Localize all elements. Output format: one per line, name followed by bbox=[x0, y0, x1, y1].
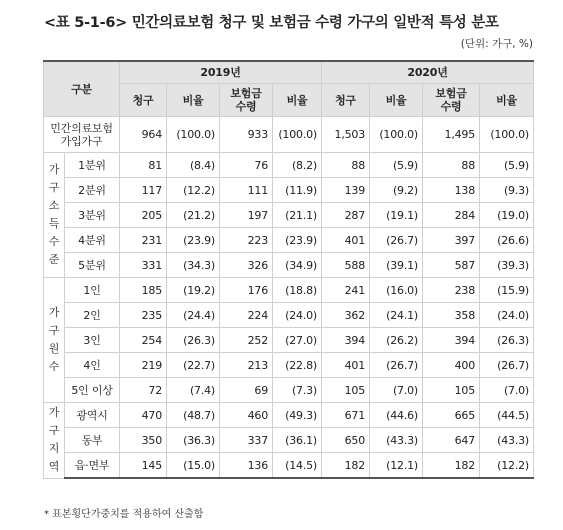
row-label: 읍·면부 bbox=[65, 453, 120, 479]
cell-value: 1,495 bbox=[423, 117, 480, 153]
table-row bbox=[44, 403, 534, 428]
header-col: 비율 bbox=[480, 84, 534, 117]
cell-value: (23.9) bbox=[273, 228, 322, 253]
cell-value: (26.7) bbox=[480, 353, 534, 378]
cell-value: (12.1) bbox=[370, 453, 423, 479]
table-title: <표 5-1-6> 민간의료보험 청구 및 보험금 수령 가구의 일반적 특성 분포 bbox=[44, 15, 499, 31]
header-col: 보험금 수령 bbox=[423, 84, 480, 117]
table-row bbox=[44, 453, 534, 479]
cell-value: (12.2) bbox=[480, 453, 534, 479]
cell-value: (100.0) bbox=[167, 117, 220, 153]
table-row bbox=[44, 253, 534, 278]
group-label-char: 소 bbox=[48, 199, 60, 212]
cell-value: 350 bbox=[120, 428, 167, 453]
cell-value: (8.4) bbox=[167, 153, 220, 178]
header-col: 비율 bbox=[370, 84, 423, 117]
group-label-char: 구 bbox=[48, 324, 60, 337]
cell-value: 213 bbox=[220, 353, 273, 378]
row-label: 1인 bbox=[65, 278, 120, 303]
header-col: 청구 bbox=[120, 84, 167, 117]
cell-value: (21.1) bbox=[273, 203, 322, 228]
group-label-char: 가 bbox=[48, 406, 60, 420]
table-row-total bbox=[44, 117, 534, 153]
cell-value: 72 bbox=[120, 378, 167, 403]
cell-value: (43.3) bbox=[480, 428, 534, 453]
cell-value: 397 bbox=[423, 228, 480, 253]
cell-value: (24.0) bbox=[480, 303, 534, 328]
cell-value: (100.0) bbox=[480, 117, 534, 153]
cell-value: 117 bbox=[120, 178, 167, 203]
cell-value: (5.9) bbox=[480, 153, 534, 178]
cell-value: (9.2) bbox=[370, 178, 423, 203]
cell-value: 235 bbox=[120, 303, 167, 328]
cell-value: 1,503 bbox=[322, 117, 370, 153]
cell-value: 105 bbox=[423, 378, 480, 403]
cell-value: (24.1) bbox=[370, 303, 423, 328]
cell-value: (100.0) bbox=[273, 117, 322, 153]
unit-label: (단위: 가구, %) bbox=[460, 38, 533, 50]
cell-value: (26.7) bbox=[370, 228, 423, 253]
cell-value: (39.3) bbox=[480, 253, 534, 278]
table-body bbox=[44, 117, 534, 479]
cell-value: (26.3) bbox=[167, 328, 220, 353]
cell-value: 182 bbox=[322, 453, 370, 479]
cell-value: (14.5) bbox=[273, 453, 322, 479]
table-row bbox=[44, 428, 534, 453]
row-label: 2인 bbox=[65, 303, 120, 328]
cell-value: 69 bbox=[220, 378, 273, 403]
group-label-char: 수 bbox=[48, 360, 60, 373]
cell-value: 326 bbox=[220, 253, 273, 278]
table-row bbox=[44, 303, 534, 328]
cell-value: (19.0) bbox=[480, 203, 534, 228]
header-col: 보험금 수령 bbox=[220, 84, 273, 117]
cell-value: (36.3) bbox=[167, 428, 220, 453]
cell-value: 88 bbox=[322, 153, 370, 178]
cell-value: (23.9) bbox=[167, 228, 220, 253]
group-label-char: 원 bbox=[48, 342, 60, 355]
row-label: 4분위 bbox=[65, 228, 120, 253]
cell-value: (22.7) bbox=[167, 353, 220, 378]
cell-value: 231 bbox=[120, 228, 167, 253]
cell-value: (22.8) bbox=[273, 353, 322, 378]
cell-value: (26.3) bbox=[480, 328, 534, 353]
group-label bbox=[44, 278, 65, 403]
group-label bbox=[44, 403, 65, 479]
group-label-char: 득 bbox=[48, 217, 60, 230]
cell-value: 284 bbox=[423, 203, 480, 228]
table-row bbox=[44, 353, 534, 378]
cell-value: 238 bbox=[423, 278, 480, 303]
cell-value: 394 bbox=[322, 328, 370, 353]
cell-value: (19.1) bbox=[370, 203, 423, 228]
cell-value: 287 bbox=[322, 203, 370, 228]
table-row bbox=[44, 378, 534, 403]
cell-value: (8.2) bbox=[273, 153, 322, 178]
cell-value: 470 bbox=[120, 403, 167, 428]
cell-value: (39.1) bbox=[370, 253, 423, 278]
cell-value: (11.9) bbox=[273, 178, 322, 203]
footnote: * 표본횡단가중치를 적용하여 산출함 bbox=[44, 509, 204, 520]
cell-value: 197 bbox=[220, 203, 273, 228]
cell-value: 145 bbox=[120, 453, 167, 479]
group-label-char: 구 bbox=[48, 181, 60, 194]
group-label-char: 준 bbox=[48, 253, 60, 266]
cell-value: (48.7) bbox=[167, 403, 220, 428]
cell-value: 665 bbox=[423, 403, 480, 428]
cell-value: 223 bbox=[220, 228, 273, 253]
table-row bbox=[44, 328, 534, 353]
cell-value: 964 bbox=[120, 117, 167, 153]
table-row bbox=[44, 153, 534, 178]
cell-value: 362 bbox=[322, 303, 370, 328]
cell-value: 254 bbox=[120, 328, 167, 353]
cell-value: (27.0) bbox=[273, 328, 322, 353]
cell-value: (21.2) bbox=[167, 203, 220, 228]
cell-value: (7.0) bbox=[480, 378, 534, 403]
table-row bbox=[44, 228, 534, 253]
header-group-label: 구분 bbox=[44, 61, 120, 117]
cell-value: 401 bbox=[322, 353, 370, 378]
group-label bbox=[44, 153, 65, 278]
cell-value: (26.7) bbox=[370, 353, 423, 378]
cell-value: 252 bbox=[220, 328, 273, 353]
cell-value: (7.3) bbox=[273, 378, 322, 403]
row-label: 1분위 bbox=[65, 153, 120, 178]
cell-value: (16.0) bbox=[370, 278, 423, 303]
group-label-char: 지 bbox=[48, 442, 60, 456]
cell-value: 400 bbox=[423, 353, 480, 378]
header-year-2019: 2019년 bbox=[120, 61, 322, 84]
cell-value: (26.6) bbox=[480, 228, 534, 253]
cell-value: (18.8) bbox=[273, 278, 322, 303]
cell-value: 139 bbox=[322, 178, 370, 203]
cell-value: (24.0) bbox=[273, 303, 322, 328]
cell-value: 176 bbox=[220, 278, 273, 303]
cell-value: 460 bbox=[220, 403, 273, 428]
cell-value: 111 bbox=[220, 178, 273, 203]
cell-value: 671 bbox=[322, 403, 370, 428]
group-label-char: 가 bbox=[48, 306, 60, 319]
cell-value: 81 bbox=[120, 153, 167, 178]
row-label: 동부 bbox=[65, 428, 120, 453]
cell-value: 219 bbox=[120, 353, 167, 378]
group-label-char: 구 bbox=[48, 424, 60, 438]
cell-value: (7.4) bbox=[167, 378, 220, 403]
row-label: 광역시 bbox=[65, 403, 120, 428]
cell-value: (44.6) bbox=[370, 403, 423, 428]
cell-value: 138 bbox=[423, 178, 480, 203]
cell-value: 76 bbox=[220, 153, 273, 178]
cell-value: (34.9) bbox=[273, 253, 322, 278]
cell-value: 588 bbox=[322, 253, 370, 278]
row-label: 3분위 bbox=[65, 203, 120, 228]
header-col: 비율 bbox=[167, 84, 220, 117]
cell-value: (26.2) bbox=[370, 328, 423, 353]
table-row bbox=[44, 178, 534, 203]
table-row bbox=[44, 203, 534, 228]
row-label: 5인 이상 bbox=[65, 378, 120, 403]
row-label: 3인 bbox=[65, 328, 120, 353]
data-table bbox=[43, 60, 534, 479]
row-label: 2분위 bbox=[65, 178, 120, 203]
cell-value: (15.0) bbox=[167, 453, 220, 479]
cell-value: (5.9) bbox=[370, 153, 423, 178]
cell-value: 88 bbox=[423, 153, 480, 178]
cell-value: 205 bbox=[120, 203, 167, 228]
cell-value: 105 bbox=[322, 378, 370, 403]
cell-value: 136 bbox=[220, 453, 273, 479]
cell-value: (12.2) bbox=[167, 178, 220, 203]
group-label-char: 역 bbox=[48, 460, 60, 474]
cell-value: 358 bbox=[423, 303, 480, 328]
cell-value: 933 bbox=[220, 117, 273, 153]
cell-value: (100.0) bbox=[370, 117, 423, 153]
cell-value: 394 bbox=[423, 328, 480, 353]
cell-value: (43.3) bbox=[370, 428, 423, 453]
cell-value: (49.3) bbox=[273, 403, 322, 428]
cell-value: 401 bbox=[322, 228, 370, 253]
cell-value: 647 bbox=[423, 428, 480, 453]
table-row bbox=[44, 278, 534, 303]
group-label-char: 수 bbox=[48, 235, 60, 248]
cell-value: (15.9) bbox=[480, 278, 534, 303]
cell-value: (36.1) bbox=[273, 428, 322, 453]
row-label: 민간의료보험 가입가구 bbox=[44, 117, 120, 153]
cell-value: 224 bbox=[220, 303, 273, 328]
header-col: 청구 bbox=[322, 84, 370, 117]
cell-value: (19.2) bbox=[167, 278, 220, 303]
cell-value: (24.4) bbox=[167, 303, 220, 328]
cell-value: (34.3) bbox=[167, 253, 220, 278]
header-col: 비율 bbox=[273, 84, 322, 117]
cell-value: 331 bbox=[120, 253, 167, 278]
cell-value: (44.5) bbox=[480, 403, 534, 428]
cell-value: 337 bbox=[220, 428, 273, 453]
row-label: 5분위 bbox=[65, 253, 120, 278]
cell-value: 182 bbox=[423, 453, 480, 479]
cell-value: 185 bbox=[120, 278, 167, 303]
cell-value: 587 bbox=[423, 253, 480, 278]
cell-value: 650 bbox=[322, 428, 370, 453]
row-label: 4인 bbox=[65, 353, 120, 378]
cell-value: (9.3) bbox=[480, 178, 534, 203]
header-year-2020: 2020년 bbox=[322, 61, 534, 84]
cell-value: 241 bbox=[322, 278, 370, 303]
cell-value: (7.0) bbox=[370, 378, 423, 403]
group-label-char: 가 bbox=[48, 163, 60, 176]
